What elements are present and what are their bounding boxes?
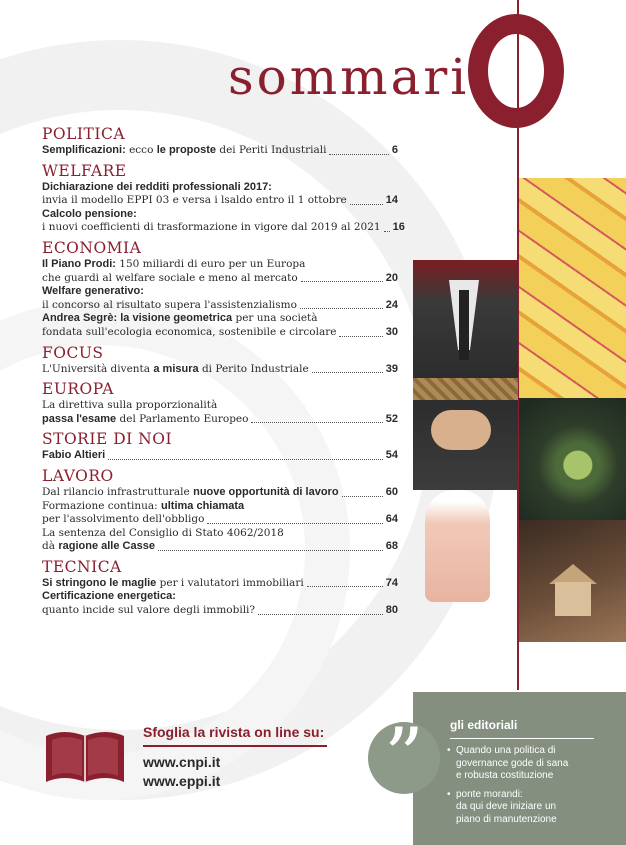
toc-entry[interactable] (42, 590, 398, 617)
masthead-title: sommari (228, 48, 470, 106)
entry-text: Dichiarazione dei redditi professionali 2017: (42, 180, 272, 193)
entry-text: Fabio Altieri (42, 449, 106, 462)
dot-leader (301, 281, 383, 282)
page-number: 60 (385, 485, 398, 498)
toc-entry[interactable] (42, 285, 398, 312)
toc-entry[interactable] (42, 527, 398, 554)
editoriali-rule (450, 738, 594, 739)
page-number: 6 (391, 144, 398, 156)
editoriale-line: piano di manutenzione (456, 813, 557, 825)
page-number: 64 (385, 513, 398, 526)
entry-text: L'Università diventa a misura di Perito Industriale (42, 362, 309, 375)
dot-leader (108, 459, 383, 460)
editoriale-line: da qui deve iniziare un (456, 801, 557, 812)
entry-text: Dal rilancio infrastrutturale nuove opportunità di lavoro (42, 485, 339, 498)
page-number: 39 (385, 362, 398, 375)
toc-entry[interactable] (42, 486, 398, 500)
editoriale-item[interactable] (447, 745, 617, 783)
dot-leader (300, 308, 383, 309)
toc-section (42, 125, 398, 158)
page-number: 68 (385, 540, 398, 553)
entry-text: il concorso al risultato supera l'assistenzialismo (42, 298, 297, 311)
entry-text: Il Piano Prodi: 150 miliardi di euro per un Europa (42, 257, 306, 270)
masthead-big-o (468, 14, 564, 128)
page-number: 74 (385, 576, 398, 589)
entry-text: La sentenza del Consiglio di Stato 4062/2018 (42, 526, 284, 539)
toc-section (42, 430, 398, 463)
child-hand-photo (425, 490, 490, 602)
toc-section (42, 558, 398, 618)
entry-text: invia il modello EPPI 03 e versa i lsaldo entro il 1 ottobre (42, 194, 347, 207)
dot-leader (339, 336, 382, 337)
entry-text: dà ragione alle Casse (42, 540, 155, 553)
page-number: 54 (385, 449, 398, 462)
section-title: STORIE DI NOI (42, 430, 173, 449)
house-keys-photo (519, 520, 626, 642)
toc-entry[interactable] (42, 449, 398, 463)
businessman-photo (413, 260, 518, 490)
toc-section (42, 239, 398, 340)
section-title: FOCUS (42, 343, 104, 362)
fern-photo (519, 398, 626, 520)
dot-leader (312, 372, 383, 373)
entry-text: per l'assolvimento dell'obbligo (42, 513, 205, 526)
quote-icon: ” (368, 722, 440, 794)
page-number: 80 (385, 604, 398, 617)
section-title: TECNICA (42, 557, 122, 576)
toc-entry[interactable] (42, 258, 398, 285)
toc-entry[interactable] (42, 207, 405, 235)
toc-entry[interactable] (42, 500, 398, 527)
keyboard-photo (519, 178, 626, 398)
entry-text: quanto incide sul valore degli immobili? (42, 604, 256, 617)
editoriale-line: • Quando una politica di (456, 745, 556, 756)
online-label: Sfoglia la rivista on line su: (143, 724, 325, 740)
entry-text: Calcolo pensione: (42, 207, 137, 220)
editoriale-line: e robusta costituzione (456, 770, 554, 781)
toc-entry[interactable] (42, 312, 398, 339)
section-title: ECONOMIA (42, 238, 142, 257)
toc-entry[interactable] (42, 181, 398, 208)
entry-text: Semplificazioni: ecco le proposte dei Periti Industriali (42, 144, 327, 156)
entry-text: passa l'esame del Parlamento Europeo (42, 412, 249, 425)
entry-text: fondata sull'ecologia economica, sostenibile e circolare (42, 325, 337, 338)
toc-entry[interactable] (42, 363, 398, 377)
section-title: EUROPA (42, 380, 114, 399)
page-number: 30 (385, 325, 398, 338)
dot-leader (158, 550, 383, 551)
editoriali-title: gli editoriali (450, 718, 518, 732)
editoriale-line: • ponte morandi: (456, 788, 523, 800)
editoriali-list (447, 745, 617, 832)
entry-text: i nuovi coefficienti di trasformazione in vigore dal 2019 al 2021 (42, 221, 381, 234)
editoriale-item[interactable] (447, 789, 617, 827)
url-cnpi[interactable]: www.cnpi.it (143, 754, 221, 770)
entry-text: Certificazione energetica: (42, 590, 176, 603)
entry-text: Andrea Segrè: la visione geometrica per una società (42, 312, 318, 325)
toc-section (42, 161, 405, 235)
toc-entry[interactable] (42, 577, 398, 591)
dot-leader (307, 586, 383, 587)
dot-leader (384, 231, 390, 232)
page-number: 20 (385, 271, 398, 284)
entry-text: Formazione continua: ultima chiamata (42, 499, 245, 512)
toc-entry[interactable] (42, 399, 398, 426)
dot-leader (207, 523, 382, 524)
entry-text: Welfare generativo: (42, 285, 144, 298)
section-title: WELFARE (42, 161, 127, 180)
dot-leader (258, 614, 383, 615)
toc-section (42, 344, 398, 377)
entry-text: La direttiva sulla proporzionalità (42, 399, 218, 412)
page-number: 24 (385, 298, 398, 311)
url-eppi[interactable]: www.eppi.it (143, 773, 221, 789)
online-rule (143, 745, 327, 747)
dot-leader (350, 204, 383, 205)
dot-leader (329, 154, 388, 155)
book-icon (42, 726, 128, 790)
toc-section (42, 380, 398, 426)
section-title: POLITICA (42, 125, 126, 143)
entry-text: che guardi al welfare sociale e meno al mercato (42, 271, 298, 284)
section-title: LAVORO (42, 466, 114, 485)
editoriale-line: governance gode di sana (456, 757, 569, 769)
page-number: 52 (385, 412, 398, 425)
entry-text: Si stringono le maglie per i valutatori immobiliari (42, 576, 304, 589)
toc-entry[interactable] (42, 144, 398, 158)
page-number: 14 (385, 194, 398, 207)
dot-leader (251, 422, 382, 423)
toc-section (42, 467, 398, 554)
dot-leader (342, 496, 383, 497)
page-number: 16 (392, 221, 405, 234)
table-of-contents (42, 125, 405, 622)
